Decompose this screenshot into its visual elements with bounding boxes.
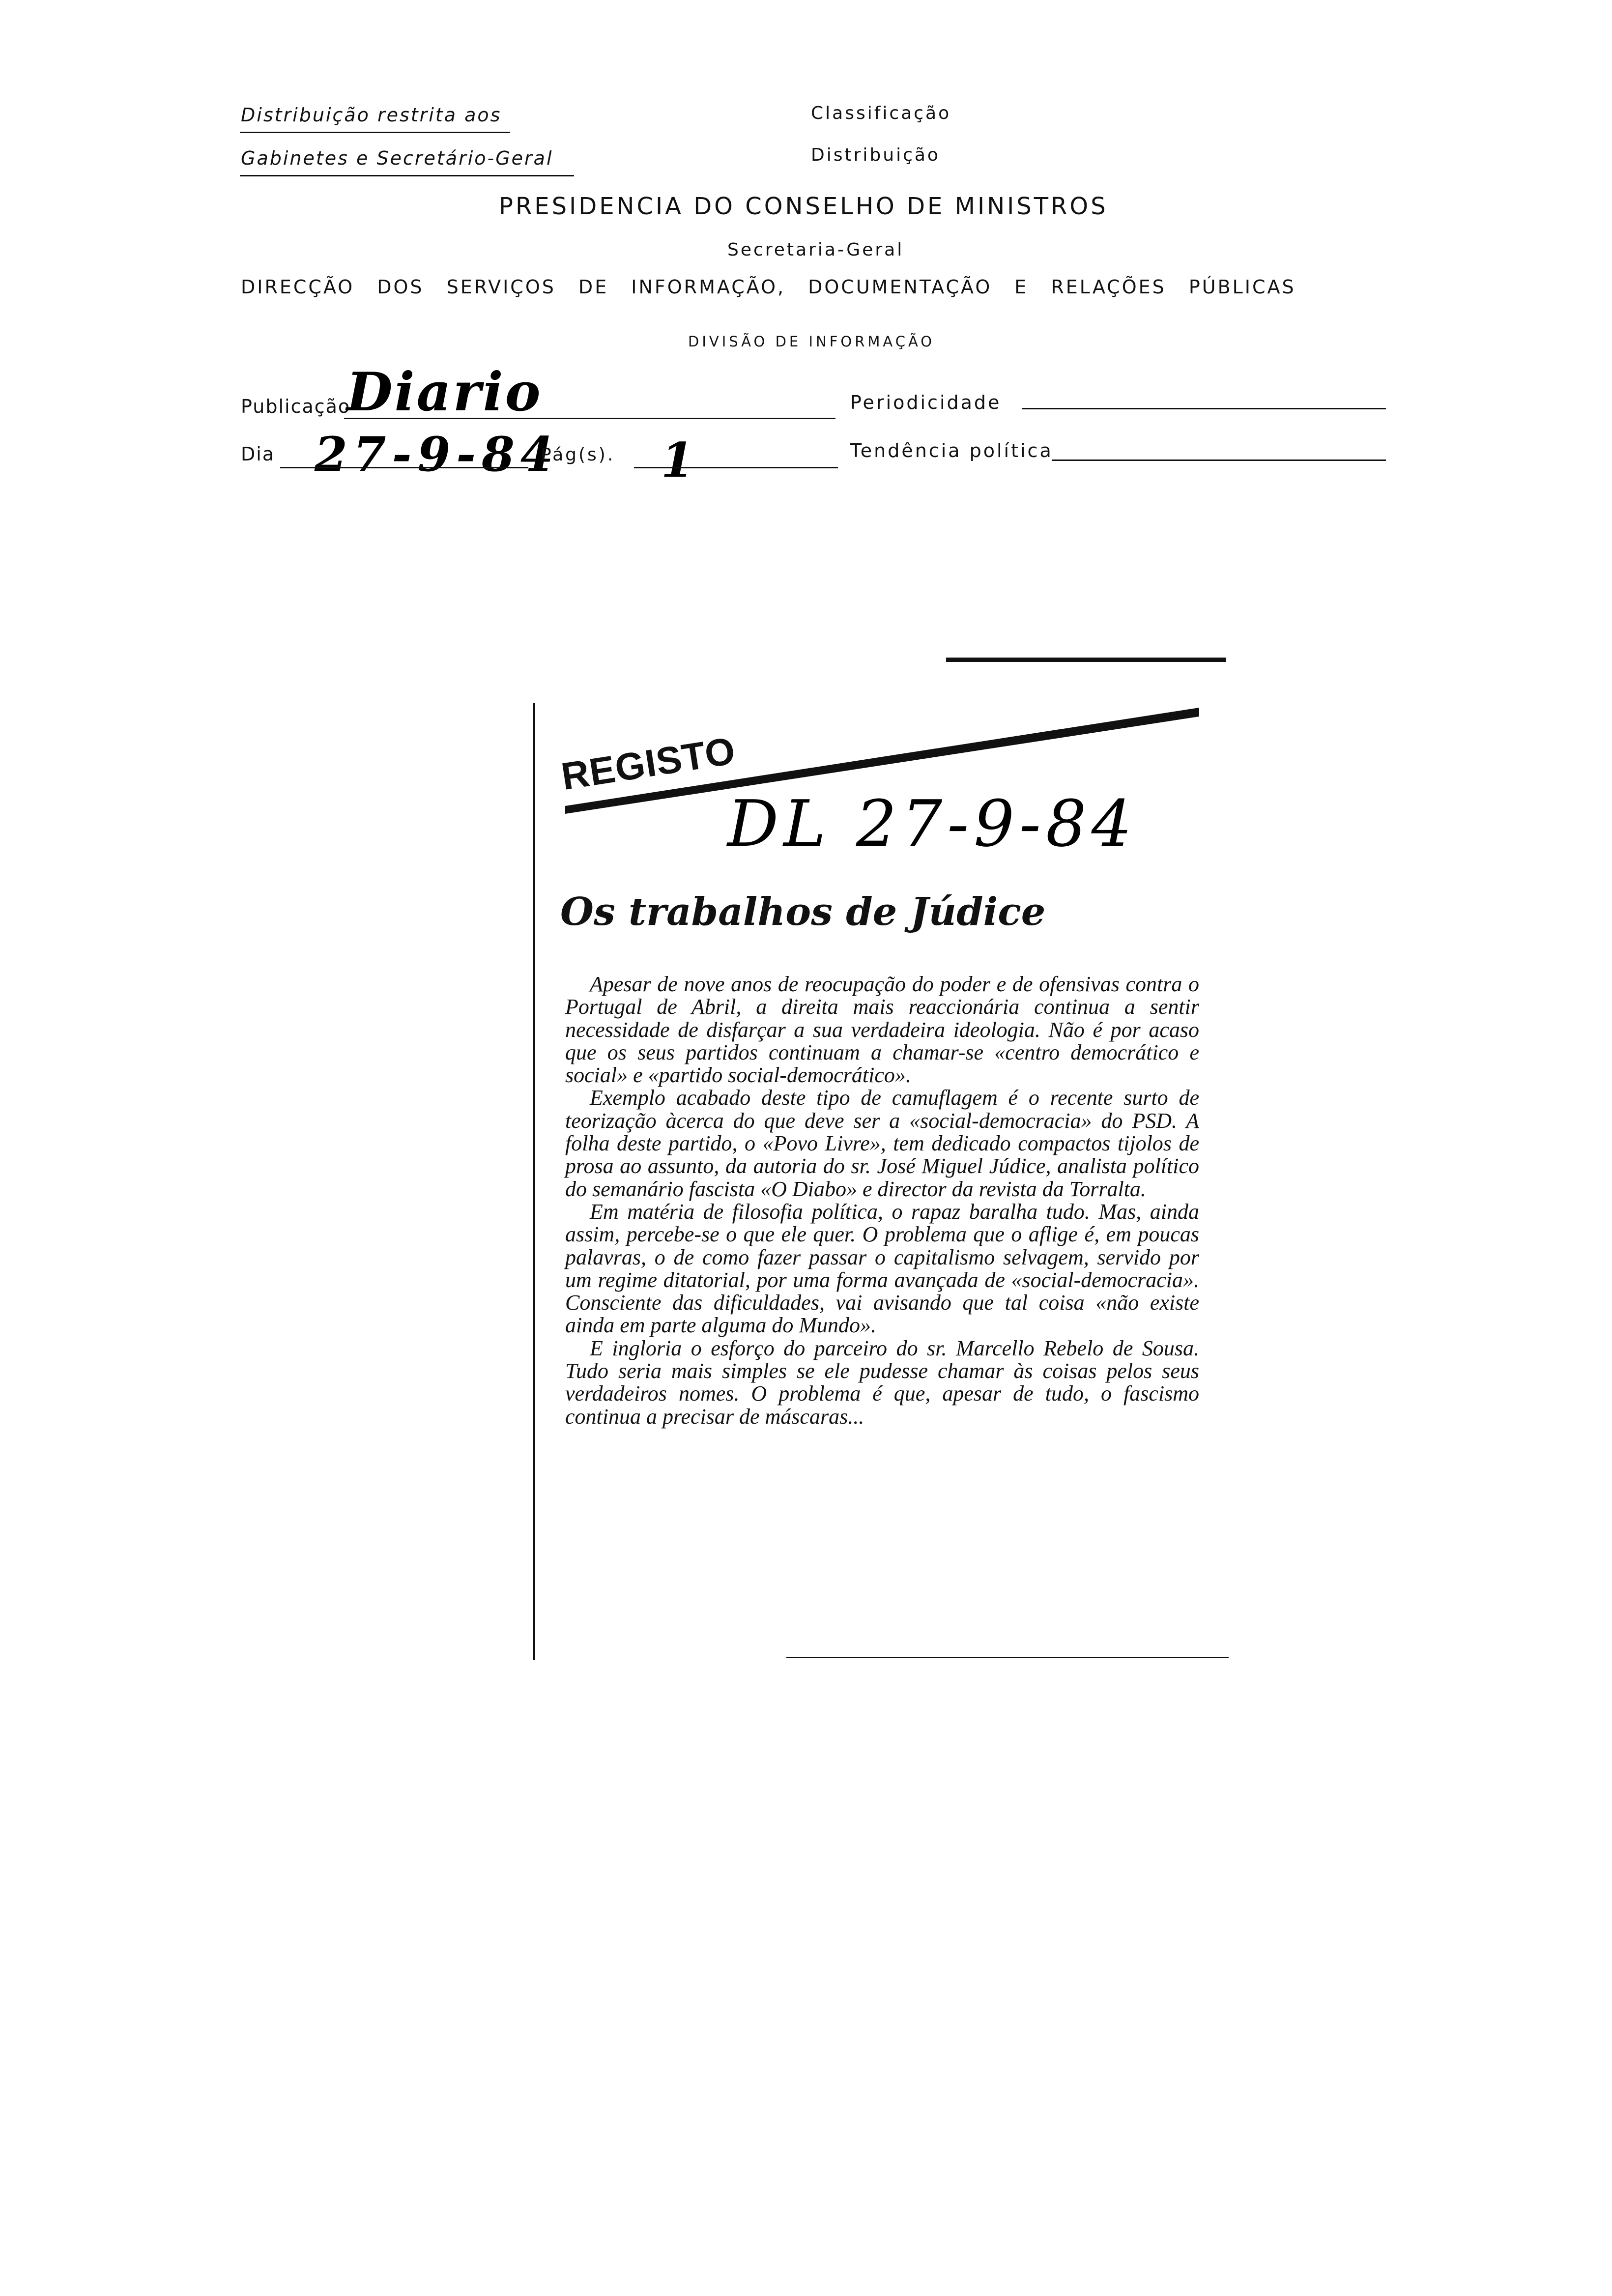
handwritten-note: DL 27-9-84 (727, 786, 1137, 861)
pages-value: 1 (661, 432, 694, 488)
periodicity-underline (1022, 408, 1386, 409)
section-label: REGISTO (558, 728, 739, 799)
directorate-line: DIRECÇÃO DOS SERVIÇOS DE INFORMAÇÃO, DOCUMENTAÇÃO E RELAÇÕES PÚBLICAS (241, 276, 1296, 298)
distribution-note-line-1: Distribuição restrita aos (241, 104, 502, 126)
distribution-label: Distribuição (811, 145, 940, 165)
article-paragraph: E ingloria o esforço do parceiro do sr. Marcello Rebelo de Sousa. Tudo seria mais simples se ele pudesse chamar às coisas pelos seus verdadeiros nomes. O problema é que, apesar de tudo, o fascismo continua a precisar de máscaras... (565, 1336, 1199, 1429)
article-paragraph: Exemplo acabado deste tipo de camuflagem é o recente surto de teorização àcerca do que deve ser a «social-democracia» do PSD. A folha deste partido, o «Povo Livre», tem dedicado compactos tijolos de prosa ao assunto, da autoria do sr. José Miguel Júdice, analista político do semanário fascista «O Diabo» e director da revista da Torralta. (565, 1086, 1199, 1201)
publication-underline (344, 418, 835, 419)
org-title: PRESIDENCIA DO CONSELHO DE MINISTROS (499, 193, 1108, 220)
classification-label: Classificação (811, 103, 951, 123)
publication-label: Publicação (241, 396, 351, 417)
publication-value: Diario (346, 361, 543, 423)
distribution-note-line-2: Gabinetes e Secretário-Geral (241, 147, 553, 169)
distribution-note-underline-2 (240, 175, 574, 176)
clipping-top-rule (946, 658, 1226, 662)
article-paragraph: Apesar de nove anos de reocupação do poder e de ofensivas contra o Portugal de Abril, a direita mais reaccionária continua a sentir necessidade de disfarçar a sua verdadeira ideologia. Não é por acaso que os seus partidos continuam a chamar-se «centro democrático e social» e «partido social-democrático». (565, 972, 1199, 1088)
tendency-underline (1052, 459, 1386, 461)
day-underline (280, 467, 528, 468)
article-title: Os trabalhos de Júdice (560, 890, 1046, 934)
article-body (565, 973, 1199, 1428)
periodicity-label: Periodicidade (850, 392, 1002, 413)
clipping-bottom-rule (786, 1657, 1229, 1658)
pages-label: Pág(s). (541, 445, 615, 465)
division-label: DIVISÃO DE INFORMAÇÃO (688, 333, 935, 350)
day-label: Dia (241, 443, 275, 465)
day-value: 27-9-84 (315, 427, 559, 482)
org-subtitle: Secretaria-Geral (727, 240, 904, 260)
clipping-left-border (533, 703, 535, 1660)
distribution-note-underline-1 (240, 132, 510, 133)
tendency-label: Tendência política (850, 440, 1053, 461)
article-paragraph: Em matéria de filosofia política, o rapaz baralha tudo. Mas, ainda assim, percebe-se o que ele quer. O problema que o aflige é, em poucas palavras, o de como fazer passar o capitalismo selvagem, servido por um regime ditatorial, por uma forma avançada de «social-democracia». Consciente das dificuldades, vai avisando que tal coisa «não existe ainda em parte alguma do Mundo». (565, 1199, 1199, 1338)
pages-underline (634, 467, 838, 468)
